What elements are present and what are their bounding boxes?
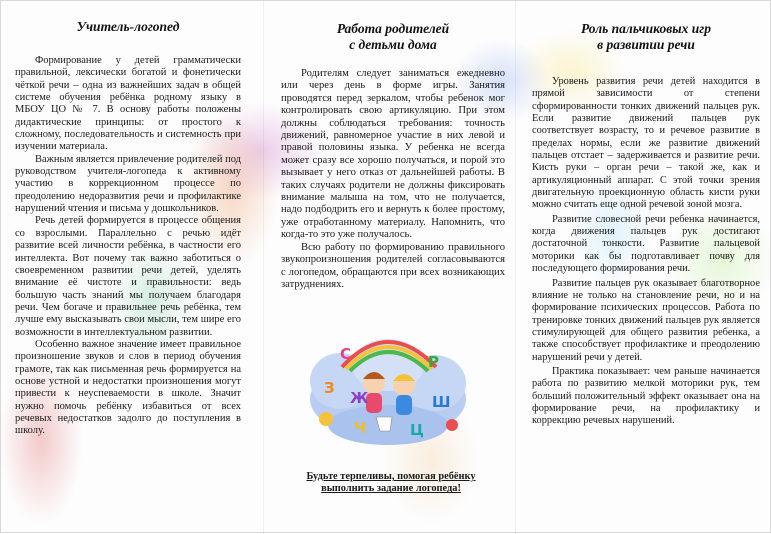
paragraph: Родителям следует заниматься ежедневно или через день в форме игры. Занятия проводятся перед зеркалом, чтобы ребенок мог контролировать свою артикуляцию. При этом должны соблюдаться требования: точность движений, равномерное участие в них левой и правой половины языка. У ребенка не всегда может сразу все хорошо получаться, и порой это вызывает у него отказ от дальнейшей работы. В таких случаях родители не должны фиксировать внимание малыша на том, что не получается, надо подбодрить его и вернуть к более простому, уже отработанному материалу. Напомнить, что когда-то это уже получалось.	[281, 68, 505, 241]
paragraph: Практика показывает: чем раньше начинается работа по развитию мелкой моторики рук, тем больший положительный эффект оказывает она на формирование речи, на профилактику и коррекцию речевых нарушений.	[532, 365, 760, 427]
letter-block: Ж	[350, 389, 369, 407]
paragraph: Развитие пальцев рук оказывает благотворное влияние не только на становление речи, но и на формирование психических процессов. Работа по тренировке тонких движений пальцев рук является стимулирующей для общего развития ребенка, а также способствует профилактике и преодолению нарушений речи у детей.	[532, 277, 760, 363]
ball-icon	[446, 419, 458, 431]
ball-icon	[319, 412, 333, 426]
footer-line: Будьте терпеливы, помогая ребёнку	[306, 471, 476, 482]
column-divider	[263, 1, 264, 534]
paragraph: Всю работу по формированию правильного звукопроизношения родителей согласовываются с логопедом, обращаются при всех возникающих затруднениях.	[281, 241, 505, 290]
column-divider	[515, 1, 516, 534]
column-parents-work	[273, 1, 513, 534]
letter-block: С	[340, 345, 352, 363]
letter-block: Ч	[354, 419, 367, 437]
column-title-line: с детьми дома	[349, 37, 437, 52]
column-title	[281, 21, 505, 53]
column-title-line: в развитии речи	[597, 37, 695, 52]
paragraph: Формирование у детей грамматически правильной, лексически богатой и фонетически чёткой речи – одна из важнейших задач в общей системе обучения ребёнка родному языку в МБОУ ЦО № 7. В основу работы положены дидактические принципы: от простого к сложному, последовательность и системность при изучении материала.	[15, 55, 241, 153]
letter-block: З	[324, 379, 335, 397]
column-title: Учитель-логопед	[76, 19, 180, 34]
children-letters-illustration	[304, 321, 472, 449]
column-title-line: Роль пальчиковых игр	[581, 21, 711, 36]
column-finger-games	[518, 1, 771, 534]
paragraph: Важным является привлечение родителей под руководством учителя-логопеда к активному участию в коррекционном процессе по преодолению недоразвития речи и профилактике нарушений чтения и письма у дошкольников.	[15, 153, 241, 215]
column-title-line: Работа родителей	[336, 21, 450, 36]
footer-call-to-action	[286, 471, 496, 496]
letter-block: Ш	[432, 393, 451, 411]
footer-line: выполнить задание логопеда!	[321, 483, 461, 495]
paragraph: Уровень развития речи детей находится в прямой зависимости от степени сформированности тонких движений пальцев рук. Если развитие движений пальцев рук соответствует возрасту, то и речевое развитие в пределах нормы, если же развитие движений пальцев отстает – задерживается и развитие речи. Кисть руки – орган речи – такой же, как и артикуляционный аппарат. С этой точки зрения двигательную проекционную область кисти руки можно считать еще одной речевой зоной мозга.	[532, 76, 760, 211]
paragraph: Особенно важное значение имеет правильное произношение звуков и слов в период обучения грамоте, так как письменная речь формируется на основе устной и недостатки произношения могут привести к неуспеваемости в школе. Значит нужно помочь ребёнку избавиться от всех речевых недостатков задолго до поступления в школу.	[15, 338, 241, 437]
paragraph: Развитие словесной речи ребенка начинается, когда движения пальцев рук достигают достаточной тонкости. Развитие пальцевой моторики как бы подготавливает почву для последующего формирования речи.	[532, 213, 760, 275]
letter-block: Р	[428, 353, 439, 371]
letter-block: Ц	[410, 421, 424, 439]
column-title	[532, 21, 760, 53]
column-speech-therapist	[1, 1, 255, 534]
paragraph: Речь детей формируется в процессе общения со взрослыми. Параллельно с речью идёт развитие всей личности ребёнка, в частности его интеллекта. Вот почему так важно заботиться о своевременном развитии речи детей, уделять внимание её чистоте и правильности: ведь большую часть знаний мы получаем благодаря речи. Чем богаче и правильнее речь ребёнка, тем лучше ему высказывать свои мысли, тем шире его возможности в интеллектуальном развитии.	[15, 215, 241, 338]
